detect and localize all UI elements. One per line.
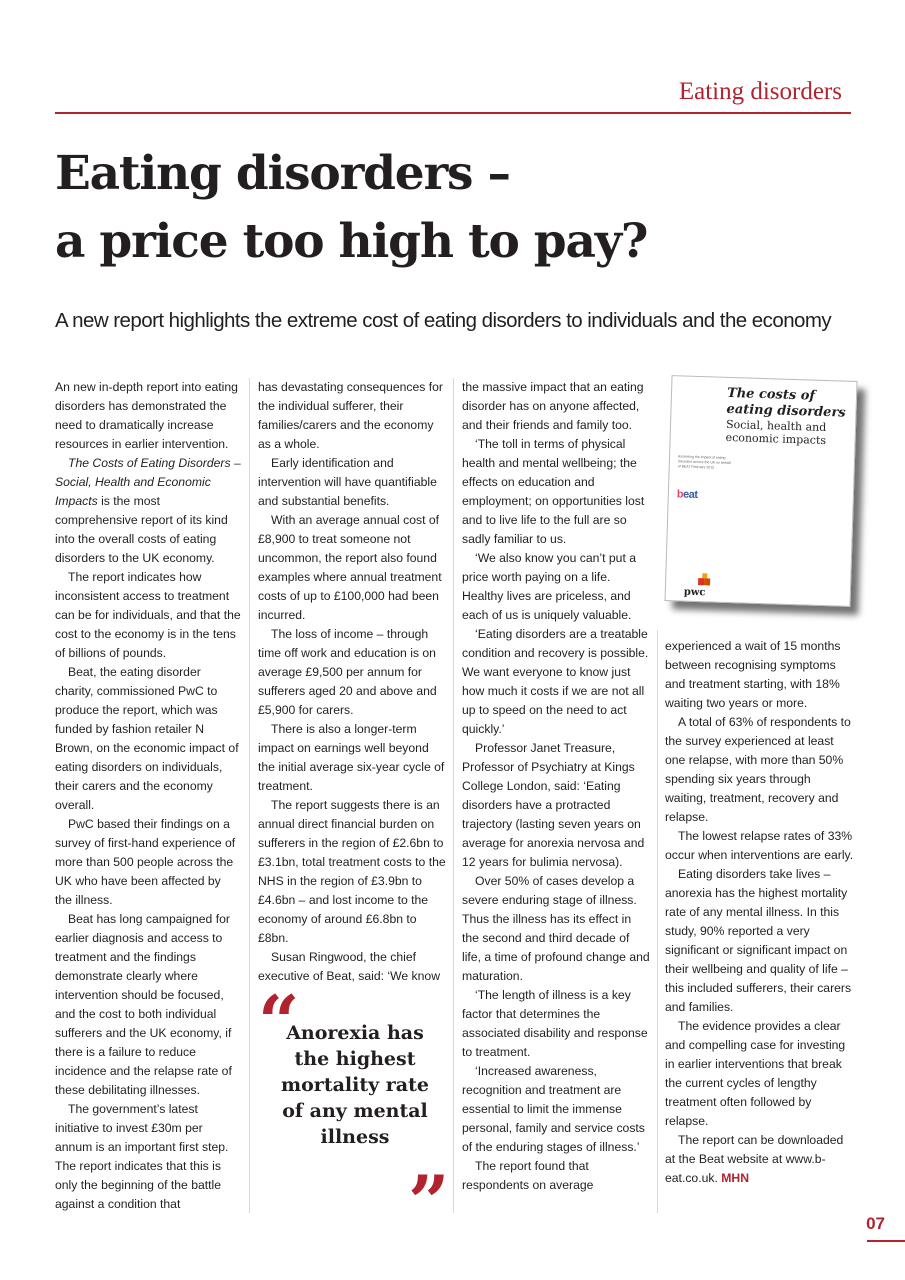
page-number-rule [867,1240,905,1242]
cover-subtitle: Social, health and economic impacts [725,417,827,448]
column-1 [55,378,241,1214]
paragraph: Early identification and intervention will have quantifiable and substantial benefits. [258,456,437,508]
column-4 [665,637,855,1188]
paragraph: The lowest relapse rates of 33% occur when interventions are early. [665,829,854,862]
paragraph: Over 50% of cases develop a severe enduring stage of illness. Thus the illness has its effect in the second and third decade of life, a time of profound change and maturation. [462,874,650,983]
paragraph: experienced a wait of 15 months between recognising symptoms and treatment starting, with 18% waiting two years or more. [665,639,841,710]
cover-title: The costs of eating disorders [726,385,846,421]
pull-quote-text: Anorexia has the highest mortality rate of any mental illness [281,1022,429,1148]
headline-line-2: a price too high to pay? [55,214,648,269]
pwc-logo-icon [696,573,710,585]
pwc-logo: pwc [683,586,706,599]
column-3 [462,378,650,1195]
column-separator [657,630,658,1213]
paragraph [55,454,241,568]
paragraph: The report indicates how inconsistent access to treatment can be for individuals, and that the cost to the economy is in the tens of billions of pounds. [55,570,241,660]
paragraph: Eating disorders take lives – anorexia has the highest mortality rate of any mental illness. In this study, 90% reported a very significant or significant impact on their wellbeing and quality of life – this included sufferers, their carers and families. [665,867,852,1014]
signoff: MHN [721,1171,750,1185]
paragraph: Susan Ringwood, the chief executive of Beat, said: ‘We know [258,950,441,983]
paragraph [665,1131,855,1188]
paragraph: ‘The toll in terms of physical health and mental wellbeing; the effects on education and employment; on opportunities lost and to live life to the full are so sadly familiar to us. [462,437,645,546]
paragraph: A total of 63% of respondents to the survey experienced at least one relapse, with more than 50% spending six years through waiting, treatment, recovery and relapse. [665,715,851,824]
open-quote-mark: “ [258,979,300,1064]
page-number: 07 [866,1214,885,1233]
pwc-block-icon [704,578,710,585]
paragraph: The report found that respondents on average [462,1159,594,1192]
column-separator [249,378,250,1213]
paragraph: Beat, the eating disorder charity, commissioned PwC to produce the report, which was funded by fashion retailer N Brown, on the economic impact of eating disorders on individuals, their carers and the economy overall. [55,665,239,812]
paragraph: ‘Increased awareness, recognition and treatment are essential to limit the immense personal, family and service costs of the enduring stages of illness.’ [462,1064,645,1154]
paragraph: There is also a longer-term impact on earnings well beyond the initial average six-year cycle of treatment. [258,722,445,793]
cover-small-print: Assessing the impact of eating disorders across the UK on behalf of BEAT February 2015 [677,454,731,470]
paragraph-text: The report can be downloaded at the Beat website at www.b-eat.co.uk. [665,1133,844,1185]
close-quote-mark: ” [408,1159,450,1244]
headline [55,140,855,276]
paragraph: The government’s latest initiative to invest £30m per annum is an important first step. The report indicates that this is only the beginning of the battle against a condition that [55,1102,229,1211]
paragraph: ‘Eating disorders are a treatable condition and recovery is possible. We want everyone to know just how much it costs if we are not all up to speed on the need to act quickly.’ [462,627,649,736]
paragraph: Professor Janet Treasure, Professor of Psychiatry at Kings College London, said: ‘Eating disorders have a protracted trajectory (lasting seven years on average for anorexia nervosa and 12 years for bulimia nervosa). [462,741,645,869]
report-title: The Costs of Eating Disorders – Social, Health and Economic Impacts [55,456,241,508]
paragraph-text: is the most comprehensive report of its kind into the overall costs of eating disorders to the UK economy. [55,494,228,565]
paragraph: the massive impact that an eating disorder has on anyone affected, and their friends and family too. [462,380,644,432]
paragraph: The report suggests there is an annual direct financial burden on sufferers in the region of £2.6bn to £3.1bn, total treatment costs to the NHS in the region of £3.9bn to £4.6bn – and lost income to the economy of around £6.8bn to £8bn. [258,798,446,945]
paragraph: The loss of income – through time off work and education is on average £9,500 per annum for sufferers aged 20 and above and £5,900 for carers. [258,627,437,717]
beat-logo [677,488,698,501]
beat-logo-b: b [676,488,684,501]
column-2 [258,378,446,986]
paragraph: PwC based their findings on a survey of first-hand experience of more than 500 people across the UK who have been affected by the illness. [55,817,236,907]
paragraph: ‘The length of illness is a key factor that determines the associated disability and response to treatment. [462,988,648,1059]
headline-line-1: Eating disorders – [55,146,510,201]
standfirst: A new report highlights the extreme cost of eating disorders to individuals and the economy [55,309,832,332]
paragraph: The evidence provides a clear and compelling case for investing in earlier interventions that break the current cycles of lengthy treatment often followed by relapse. [665,1019,846,1128]
paragraph: ‘We also know you can’t put a price worth paying on a life. Healthy lives are priceless, and each of us is uniquely valuable. [462,551,637,622]
header-rule [55,112,851,114]
paragraph: An new in-depth report into eating disorders has demonstrated the need to dramatically increase resources in earlier intervention. [55,380,238,451]
pull-quote [258,979,450,1244]
paragraph: Beat has long campaigned for earlier diagnosis and access to treatment and the findings demonstrate clearly where intervention should be focused, and the cost to both individual sufferers and the UK economy, if there is a failure to reduce incidence and the relapse rate of these debilitating illnesses. [55,912,232,1097]
section-label: Eating disorders [678,78,842,105]
paragraph: has devastating consequences for the individual sufferer, their families/carers and the economy as a whole. [258,380,443,451]
report-cover-image [664,375,857,607]
beat-logo-text: eat [682,488,698,502]
paragraph: With an average annual cost of £8,900 to treat someone not uncommon, the report also found examples where annual treatment costs of up to £100,000 had been incurred. [258,513,442,622]
column-separator [453,378,454,1213]
